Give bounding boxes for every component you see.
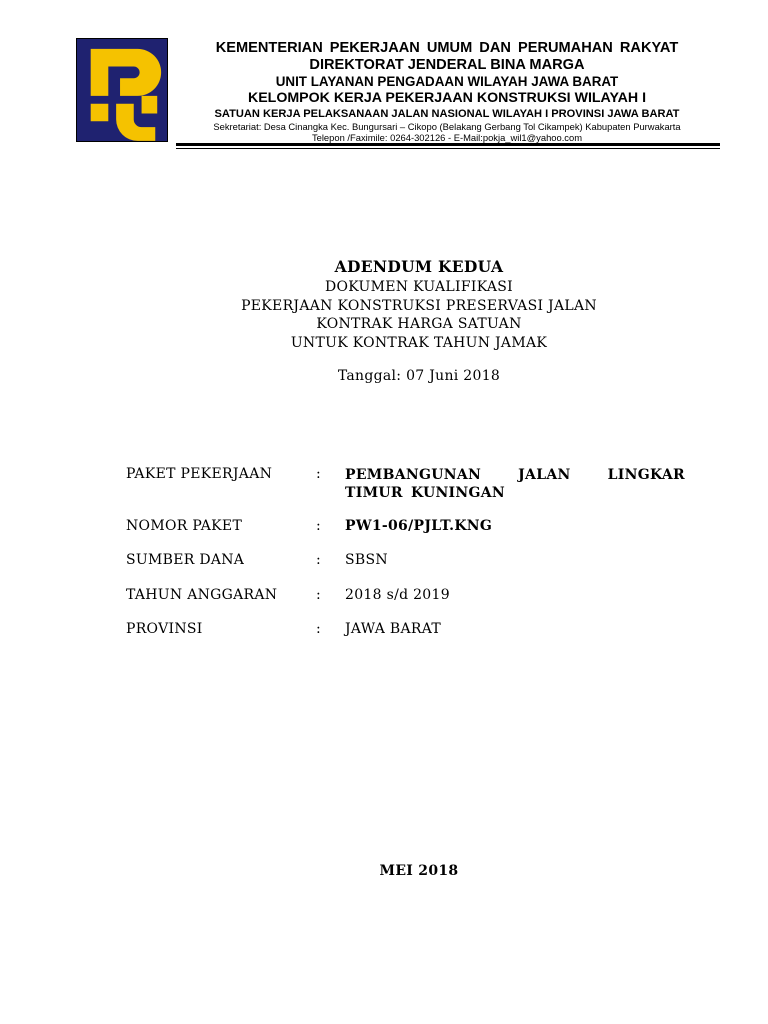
field-colon: : <box>316 552 322 568</box>
document-subtitle: DOKUMEN KUALIFIKASI <box>324 279 514 295</box>
letterhead-divider <box>176 143 720 146</box>
ministry-name: KEMENTERIAN PEKERJAAN UMUM DAN PERUMAHAN RAKYAT <box>215 40 679 56</box>
field-value: PW1-06/PJLT.KNG <box>345 518 493 534</box>
letterhead-divider-thin <box>176 148 720 149</box>
document-subtitle: UNTUK KONTRAK TAHUN JAMAK <box>290 334 548 351</box>
field-value: JAWA BARAT <box>345 621 442 637</box>
letterhead <box>174 40 720 143</box>
field-value: SBSN <box>345 552 388 568</box>
procurement-unit: UNIT LAYANAN PENGADAAN WILAYAH JAWA BARAT <box>275 74 619 89</box>
field-value: 2018 s/d 2019 <box>345 587 450 603</box>
document-title-block <box>0 256 768 385</box>
field-colon: : <box>316 587 322 603</box>
field-value: PEMBANGUNAN JALAN LINGKAR TIMUR KUNINGAN <box>345 467 685 501</box>
field-label: PAKET PEKERJAAN <box>126 466 273 482</box>
field-label: SUMBER DANA <box>126 552 245 568</box>
field-label: NOMOR PAKET <box>126 518 243 534</box>
contact-info: Telepon /Faximile: 0264-302126 - E-Mail:pokja_wil1@yahoo.com <box>311 132 583 143</box>
document-subtitle: PEKERJAAN KONSTRUKSI PRESERVASI JALAN <box>241 297 597 314</box>
document-date: Tanggal: 07 Juni 2018 <box>337 368 501 384</box>
document-subtitle: KONTRAK HARGA SATUAN <box>316 316 522 332</box>
work-unit: SATUAN KERJA PELAKSANAAN JALAN NASIONAL WILAYAH I PROVINSI JAWA BARAT <box>214 108 680 120</box>
footer-date: MEI 2018 <box>379 863 459 879</box>
pupr-logo-shape <box>77 39 167 141</box>
field-label: TAHUN ANGGARAN <box>126 587 278 603</box>
document-title: ADENDUM KEDUA <box>334 257 504 276</box>
field-colon: : <box>316 621 322 637</box>
working-group: KELOMPOK KERJA PEKERJAAN KONSTRUKSI WILAYAH I <box>247 90 647 106</box>
directorate-name: DIREKTORAT JENDERAL BINA MARGA <box>309 57 585 73</box>
pupr-logo-icon <box>76 38 168 142</box>
field-label: PROVINSI <box>126 621 203 637</box>
field-colon: : <box>316 518 322 534</box>
field-colon: : <box>316 466 322 482</box>
secretariat-address: Sekretariat: Desa Cinangka Kec. Bungursari – Cikopo (Belakang Gerbang Tol Cikampek) Kabupaten Purwakarta <box>213 121 681 132</box>
